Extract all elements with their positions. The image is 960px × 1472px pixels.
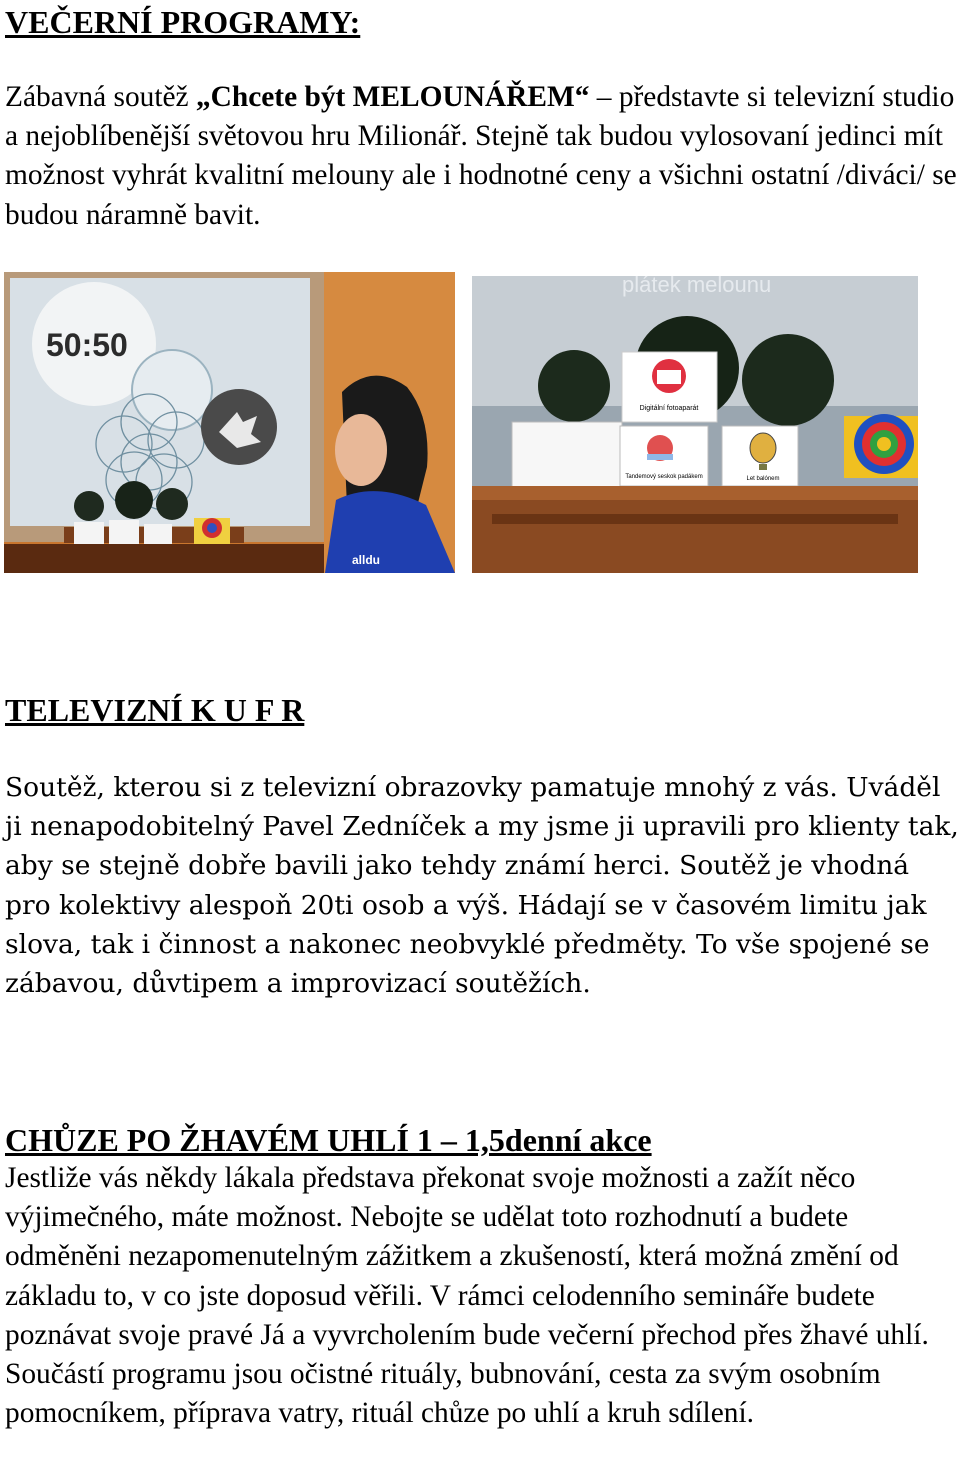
card-balloon-text: Let balónem xyxy=(746,476,780,482)
heading-firewalk: CHŮZE PO ŽHAVÉM UHLÍ 1 – 1,5denní akce xyxy=(5,1122,652,1158)
card-camera-text: Digitální fotoaparát xyxy=(639,405,699,412)
shirt-logo-text: alldu xyxy=(352,553,381,567)
paragraph-firewalk: Jestliže vás někdy lákala představa překonat svoje možnosti a zažít něco výjimečného, máte možnost. Nebojte se udělat toto rozhodnutí a budete odměněni nezapomenutelným zážitkem a zkušeností, která možná změní od základu to, v co jste doposud věřili. V rámci celodenního semináře budete poznávat svoje pravé Já a vyvrcholením bude večerní přechod přes žhavé uhlí. Součástí programu jsou očistné rituály, bubnování, cesta za svým osobním pomocníkem, příprava vatry, rituál chůze po uhlí a kruh sdílení. xyxy=(5,1162,929,1430)
photo-quiz-show-image xyxy=(4,272,455,573)
photo-quiz-show xyxy=(4,272,455,573)
photo-melons-prizes xyxy=(472,276,918,573)
card-parachute-text: Tandemový seskok padákem xyxy=(625,474,703,480)
heading-evening-programs: VEČERNÍ PROGRAMY: xyxy=(5,4,361,40)
paragraph-melounar xyxy=(5,78,960,235)
screen-5050-text: 50:50 xyxy=(46,327,128,363)
screen-caption-text: plátek melounu xyxy=(622,276,772,297)
photo-melons-prizes-image xyxy=(472,276,918,573)
paragraph-tv-kufr: Soutěž, kterou si z televizní obrazovky pamatuje mnohý z vás. Uváděl ji nenapodobitelný Pavel Zedníček a my jsme ji upravili pro klienty tak, aby se stejně dobře bavili jako tehdy známí herci. Soutěž je vhodná pro kolektivy alespoň 20ti osob a výš. Hádají se v časovém limitu jak slova, tak i činnost a nakonec neobvyklé předměty. To vše spojené se zábavou, důvtipem a improvizací soutěžích. xyxy=(5,772,959,1000)
heading-tv-kufr: TELEVIZNÍ K U F R xyxy=(5,692,305,728)
contest-title: „Chcete být MELOUNÁŘEM“ xyxy=(195,81,590,113)
intro-prefix: Zábavná soutěž xyxy=(5,81,196,113)
intro-rest: – představte si televizní studio a nejoblíbenější světovou hru Milionář. Stejně tak budou vylosovaní jedinci mít možnost vyhrát kvalitní melouny ale i hodnotné ceny a všichni ostatní /diváci/ se budou náramně bavit. xyxy=(5,81,957,231)
